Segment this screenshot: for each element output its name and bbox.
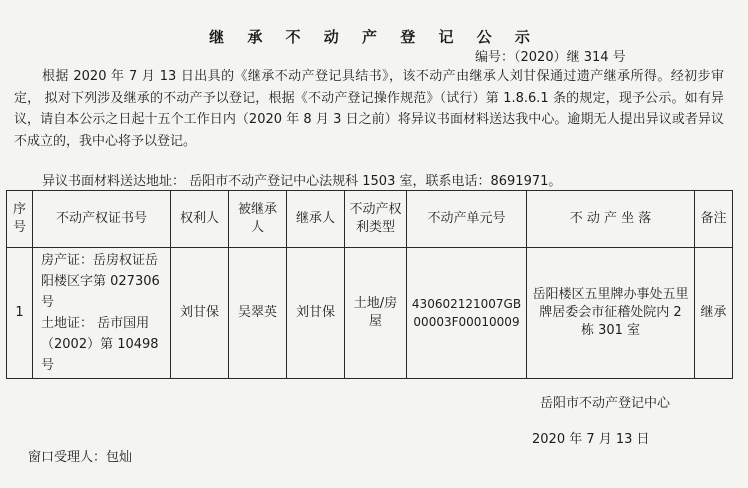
header-heir: 继承人 (287, 191, 345, 248)
land-cert: 土地证： 岳市国用（2002）第 10498 号 (41, 316, 159, 373)
header-remark: 备注 (695, 191, 733, 248)
cell-right-type: 土地/房屋 (345, 248, 407, 379)
header-right-type: 不动产权利类型 (345, 191, 407, 248)
issuer-name: 岳阳市不动产登记中心 (540, 396, 671, 411)
header-decedent: 被继承人 (229, 191, 287, 248)
window-handler: 窗口受理人：包灿 (28, 450, 133, 465)
objection-address: 异议书面材料送达地址： 岳阳市不动产登记中心法规科 1503 室，联系电话：8691971。 (42, 174, 562, 189)
table-header-row (7, 191, 733, 248)
header-seq: 序号 (7, 191, 33, 248)
cell-cert-no (33, 248, 171, 379)
cell-location: 岳阳楼区五里牌办事处五里牌居委会市征稽处院内 2 栋 301 室 (527, 248, 695, 379)
notice-body (14, 66, 724, 152)
cell-decedent: 吴翠英 (229, 248, 287, 379)
cell-remark: 继承 (695, 248, 733, 379)
cell-unit-no: 430602121007GB00003F00010009 (407, 248, 527, 379)
property-table (6, 190, 733, 379)
issue-date: 2020 年 7 月 13 日 (532, 432, 650, 447)
cell-seq: 1 (7, 248, 33, 379)
header-unit-no: 不动产单元号 (407, 191, 527, 248)
header-right-holder: 权利人 (171, 191, 229, 248)
page-title: 继 承 不 动 产 登 记 公 示 (209, 28, 539, 46)
document-number: 编号：（2020）继 314 号 (475, 50, 626, 65)
cell-right-holder: 刘甘保 (171, 248, 229, 379)
header-location: 不 动 产 坐 落 (527, 191, 695, 248)
house-cert: 房产证：岳房权证岳阳楼区字第 027306 号 (41, 253, 160, 310)
header-cert-no: 不动产权证书号 (33, 191, 171, 248)
table-row (7, 248, 733, 379)
notice-paragraph: 根据 2020 年 7 月 13 日出具的《继承不动产登记具结书》，该不动产由继承人刘甘保通过遗产继承所得。经初步审定， 拟对下列涉及继承的不动产予以登记，根据《不动产登记操作规范》（试行）第 1.8.6.1 条的规定，现予公示。如有异议，请自本公示之日起十五个工作日内（2020 年 8 月 3 日之前）将异议书面材料送达我中心。逾期无人提出异议或者异议不成立的，我中心将予以登记。 (14, 69, 724, 149)
cell-heir: 刘甘保 (287, 248, 345, 379)
